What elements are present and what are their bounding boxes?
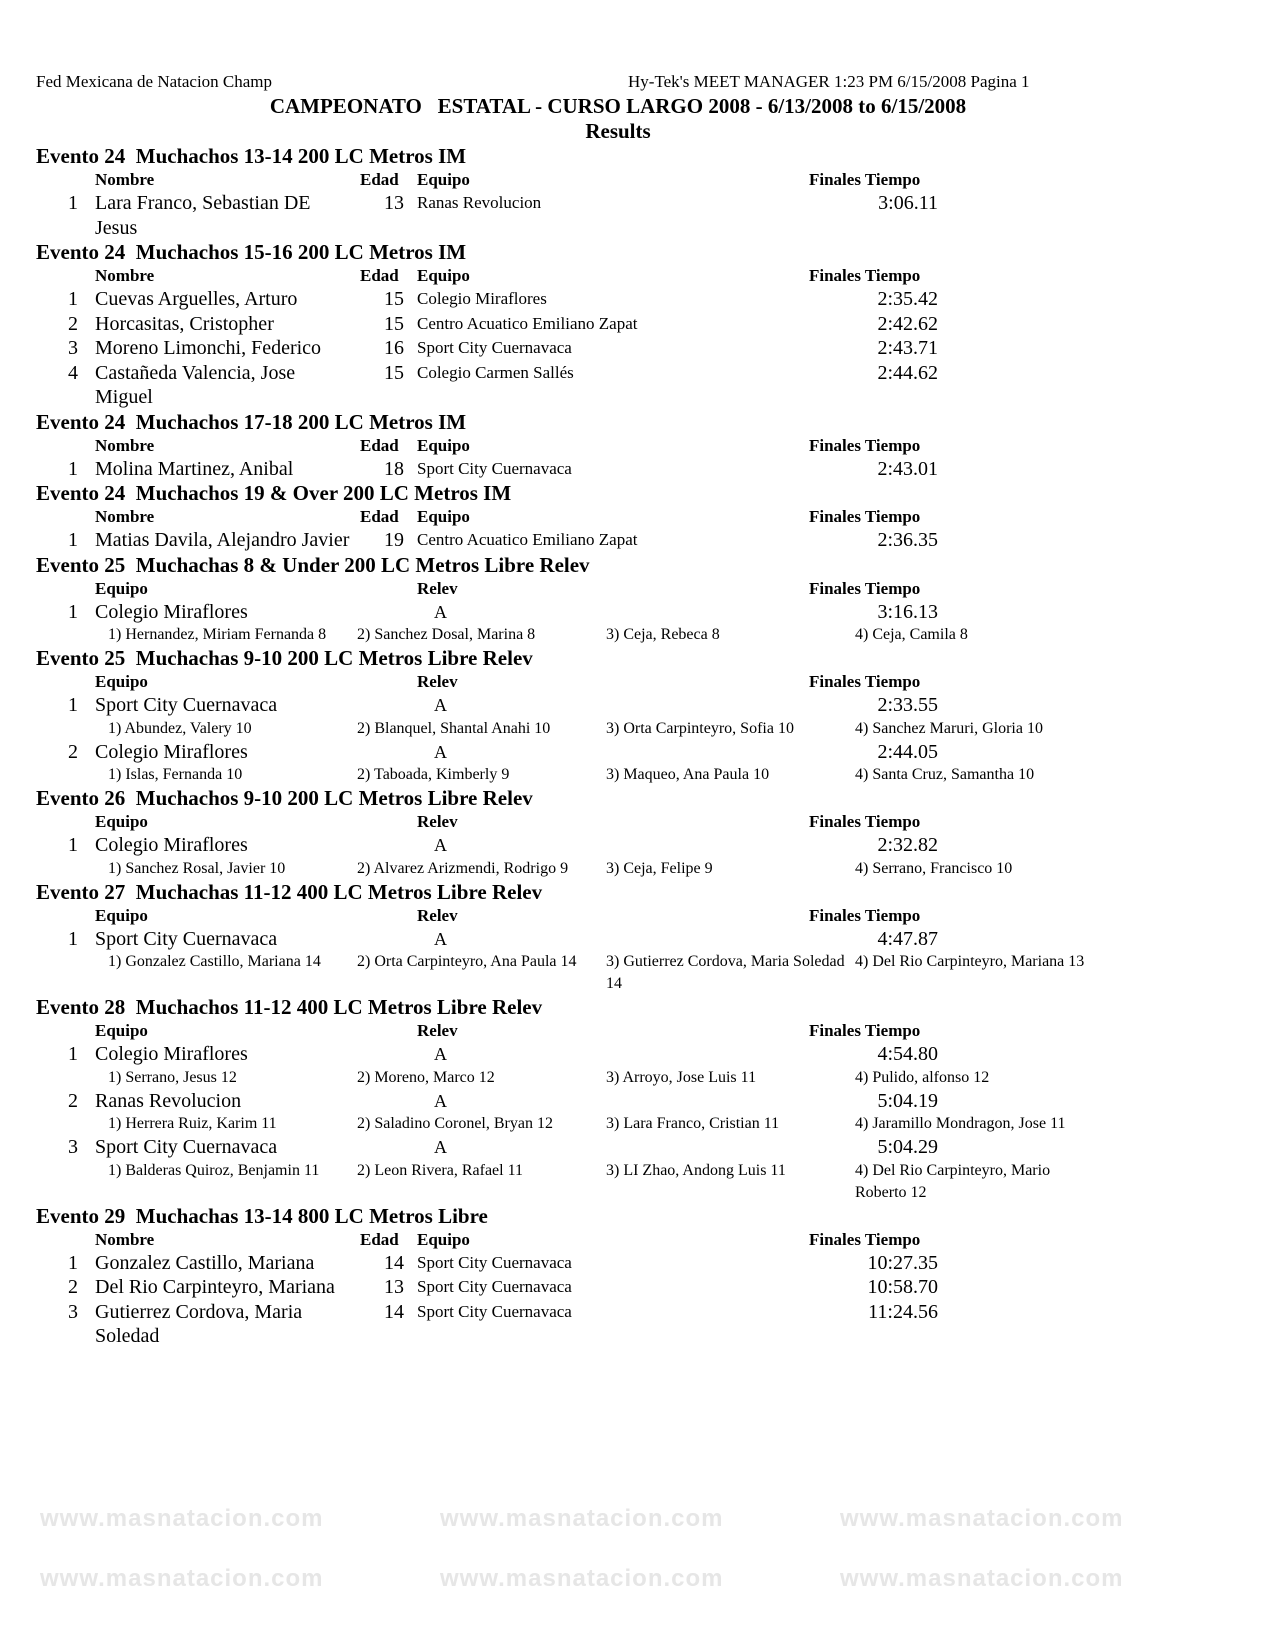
name-header: Nombre	[95, 507, 155, 526]
relay-swimmer: 4) Serrano, Francisco 10	[855, 859, 1013, 877]
watermark: www.masnatacion.com	[40, 1505, 324, 1532]
final-time: 10:58.70	[867, 1276, 938, 1298]
software-timestamp-page: Hy-Tek's MEET MANAGER 1:23 PM 6/15/2008 Pagina 1	[628, 72, 1030, 91]
team-header: Equipo	[95, 905, 148, 925]
watermark: www.masnatacion.com	[440, 1565, 724, 1592]
relay-swimmers	[108, 1067, 1136, 1089]
watermark: www.masnatacion.com	[40, 1565, 324, 1592]
event-block	[36, 646, 1136, 786]
relay-swimmer: 4) Jaramillo Mondragon, Jose 11	[855, 1115, 1066, 1132]
column-headers	[36, 168, 1136, 191]
age: 19	[384, 529, 404, 551]
relay-swimmer: 4) Del Rio Carpinteyro, Mariana 13	[855, 953, 1085, 970]
relay-swimmer: 1) Hernandez, Miriam Fernanda 8	[108, 626, 327, 643]
relay-header: Relev	[417, 578, 458, 598]
relay-swimmers	[108, 624, 1136, 646]
final-time: 3:16.13	[877, 600, 938, 623]
team-name: Colegio Miraflores	[95, 1043, 248, 1065]
event-title: Evento 26 Muchachos 9-10 200 LC Metros Libre Relev	[36, 786, 533, 810]
final-time: 2:42.62	[877, 312, 938, 335]
relay-swimmers	[108, 951, 1136, 995]
rank: 1	[68, 1251, 78, 1274]
relay-swimmer: 2) Orta Carpinteyro, Ana Paula 14	[357, 953, 577, 970]
result-row	[36, 336, 1136, 361]
team: Colegio Carmen Sallés	[417, 362, 574, 382]
watermark: www.masnatacion.com	[440, 1505, 724, 1532]
final-time: 2:44.05	[877, 740, 938, 763]
rank: 4	[68, 361, 78, 384]
age: 18	[384, 457, 404, 480]
rank: 3	[68, 1300, 78, 1323]
relay-swimmer: 1) Balderas Quiroz, Benjamin 11	[108, 1161, 320, 1179]
swimmer-name: Castañeda Valencia, Jose Miguel	[95, 361, 296, 408]
watermark: www.masnatacion.com	[840, 1565, 1124, 1592]
time-header: Finales Tiempo	[809, 170, 921, 189]
result-row	[36, 1042, 1136, 1067]
event-block	[36, 144, 1136, 240]
relay-letter: A	[434, 601, 447, 622]
event-title: Evento 24 Muchachos 15-16 200 LC Metros IM	[36, 240, 467, 264]
relay-swimmer: 1) Abundez, Valery 10	[108, 719, 252, 737]
rank: 1	[68, 192, 78, 214]
event-title: Evento 27 Muchachas 11-12 400 LC Metros Libre Relev	[36, 879, 543, 904]
column-headers	[36, 505, 1136, 528]
age-header: Edad	[360, 1229, 399, 1249]
organization-name: Fed Mexicana de Natacion Champ	[36, 72, 273, 91]
age-header: Edad	[360, 266, 399, 285]
relay-swimmer: 3) LI Zhao, Andong Luis 11	[606, 1161, 786, 1179]
result-row	[36, 693, 1136, 718]
result-row	[36, 600, 1136, 625]
team-name: Sport City Cuernavaca	[95, 694, 278, 716]
team-header: Equipo	[95, 1021, 148, 1040]
rank: 1	[68, 288, 78, 310]
final-time: 4:47.87	[877, 927, 938, 950]
relay-letter: A	[434, 741, 447, 762]
final-time: 2:43.01	[877, 457, 938, 480]
relay-swimmer: 3) Gutierrez Cordova, Maria Soledad 14	[606, 953, 845, 992]
swimmer-name: Gutierrez Cordova, Maria Soledad	[95, 1300, 303, 1347]
relay-swimmer: 2) Moreno, Marco 12	[357, 1068, 495, 1086]
event-title: Evento 24 Muchachos 17-18 200 LC Metros IM	[36, 409, 467, 434]
relay-swimmer: 4) Sanchez Maruri, Gloria 10	[855, 719, 1043, 737]
swimmer-name: Matias Davila, Alejandro Javier	[95, 529, 350, 551]
team-header: Equipo	[95, 812, 148, 831]
relay-swimmer: 1) Islas, Fernanda 10	[108, 766, 243, 783]
team-header: Equipo	[95, 672, 148, 691]
event-block	[36, 240, 1136, 410]
time-header: Finales Tiempo	[809, 1021, 921, 1040]
age: 15	[384, 312, 404, 335]
team: Ranas Revolucion	[417, 193, 542, 212]
final-time: 4:54.80	[877, 1043, 938, 1065]
relay-swimmer: 2) Blanquel, Shantal Anahi 10	[357, 719, 551, 737]
event-title: Evento 28 Muchachos 11-12 400 LC Metros Libre Relev	[36, 995, 543, 1019]
team: Sport City Cuernavaca	[417, 338, 572, 357]
relay-swimmer: 2) Taboada, Kimberly 9	[357, 766, 510, 783]
event-title: Evento 24 Muchachos 13-14 200 LC Metros IM	[36, 144, 467, 168]
relay-swimmer: 3) Lara Franco, Cristian 11	[606, 1115, 780, 1132]
result-row	[36, 457, 1136, 482]
age: 14	[384, 1251, 404, 1274]
event-title: Evento 29 Muchachas 13-14 800 LC Metros Libre	[36, 1203, 488, 1228]
relay-swimmer: 1) Serrano, Jesus 12	[108, 1068, 237, 1086]
team-header: Equipo	[417, 435, 470, 455]
age: 13	[384, 1276, 404, 1298]
rank: 3	[68, 1136, 78, 1158]
age: 15	[384, 288, 404, 310]
name-header: Nombre	[95, 435, 155, 455]
rank: 1	[68, 600, 78, 623]
rank: 2	[68, 312, 78, 335]
time-header: Finales Tiempo	[809, 812, 921, 831]
relay-swimmer: 3) Ceja, Felipe 9	[606, 859, 713, 877]
event-block	[36, 1204, 1136, 1349]
rank: 1	[68, 694, 78, 716]
relay-swimmer: 2) Sanchez Dosal, Marina 8	[357, 626, 536, 643]
column-headers	[36, 1019, 1136, 1042]
event-block	[36, 786, 1136, 880]
time-header: Finales Tiempo	[809, 1229, 921, 1249]
team-header: Equipo	[95, 578, 148, 598]
name-header: Nombre	[95, 170, 155, 189]
team-header: Equipo	[417, 507, 470, 526]
rank: 2	[68, 1276, 78, 1298]
team: Sport City Cuernavaca	[417, 1301, 572, 1321]
result-row	[36, 1300, 1136, 1349]
age: 15	[384, 361, 404, 384]
result-row	[36, 312, 1136, 337]
column-headers	[36, 577, 1136, 600]
swimmer-name: Horcasitas, Cristopher	[95, 312, 274, 335]
meet-title: CAMPEONATO ESTATAL - CURSO LARGO 2008 - 6/13/2008 to 6/15/2008	[269, 94, 967, 118]
name-header: Nombre	[95, 266, 155, 285]
relay-swimmer: 4) Pulido, alfonso 12	[855, 1068, 990, 1086]
swimmer-name: Lara Franco, Sebastian DE Jesus	[95, 192, 311, 239]
final-time: 2:43.71	[877, 337, 938, 359]
swimmer-name: Moreno Limonchi, Federico	[95, 337, 322, 359]
final-time: 2:32.82	[877, 834, 938, 856]
column-headers	[36, 810, 1136, 833]
relay-letter: A	[434, 695, 447, 715]
swimmer-name: Gonzalez Castillo, Mariana	[95, 1251, 315, 1274]
final-time: 2:36.35	[877, 529, 938, 551]
relay-header: Relev	[417, 905, 458, 925]
team-name: Colegio Miraflores	[95, 600, 248, 623]
age: 16	[384, 337, 404, 359]
relay-header: Relev	[417, 672, 458, 691]
team: Centro Acuatico Emiliano Zapat	[417, 313, 638, 333]
relay-swimmer: 1) Sanchez Rosal, Javier 10	[108, 859, 286, 877]
swimmer-name: Cuevas Arguelles, Arturo	[95, 288, 298, 310]
age-header: Edad	[360, 170, 399, 189]
team-name: Sport City Cuernavaca	[95, 927, 278, 950]
final-time: 5:04.19	[877, 1089, 938, 1112]
time-header: Finales Tiempo	[809, 266, 921, 285]
relay-swimmer: 2) Leon Rivera, Rafael 11	[357, 1161, 524, 1179]
team: Sport City Cuernavaca	[417, 1252, 572, 1272]
swimmer-name: Molina Martinez, Anibal	[95, 457, 294, 480]
event-block	[36, 880, 1136, 996]
team: Colegio Miraflores	[417, 289, 547, 308]
team: Sport City Cuernavaca	[417, 458, 572, 478]
name-header: Nombre	[95, 1229, 155, 1249]
age: 13	[384, 192, 404, 214]
final-time: 3:06.11	[878, 192, 938, 214]
rank: 1	[68, 834, 78, 856]
final-time: 11:24.56	[868, 1300, 938, 1323]
result-row	[36, 528, 1136, 553]
relay-swimmer: 4) Santa Cruz, Samantha 10	[855, 766, 1035, 783]
event-block	[36, 995, 1136, 1204]
relay-swimmers	[108, 1160, 1136, 1204]
age-header: Edad	[360, 435, 399, 455]
relay-swimmer: 3) Maqueo, Ana Paula 10	[606, 766, 770, 783]
column-headers	[36, 670, 1136, 693]
column-headers	[36, 264, 1136, 287]
event-block	[36, 410, 1136, 482]
team: Sport City Cuernavaca	[417, 1277, 572, 1296]
result-row	[36, 287, 1136, 312]
event-title: Evento 24 Muchachos 19 & Over 200 LC Metros IM	[36, 481, 512, 505]
final-time: 2:44.62	[877, 361, 938, 384]
time-header: Finales Tiempo	[809, 672, 921, 691]
event-block	[36, 553, 1136, 647]
relay-swimmers	[108, 718, 1136, 740]
column-headers	[36, 434, 1136, 457]
relay-swimmer: 3) Orta Carpinteyro, Sofia 10	[606, 719, 794, 737]
time-header: Finales Tiempo	[809, 507, 921, 526]
results-list	[36, 144, 1136, 1349]
time-header: Finales Tiempo	[809, 435, 921, 455]
swimmer-name: Del Rio Carpinteyro, Mariana	[95, 1276, 335, 1298]
rank: 2	[68, 1089, 78, 1112]
watermark: www.masnatacion.com	[840, 1505, 1124, 1532]
relay-swimmer: 4) Del Rio Carpinteyro, Mario Roberto 12	[855, 1161, 1051, 1201]
result-row	[36, 927, 1136, 952]
rank: 3	[68, 337, 78, 359]
final-time: 2:33.55	[877, 694, 938, 716]
column-headers	[36, 1228, 1136, 1251]
team: Centro Acuatico Emiliano Zapat	[417, 530, 638, 549]
final-time: 5:04.29	[877, 1136, 938, 1158]
rank: 1	[68, 457, 78, 480]
rank: 1	[68, 927, 78, 950]
final-time: 2:35.42	[877, 288, 938, 310]
time-header: Finales Tiempo	[809, 578, 921, 598]
result-row	[36, 833, 1136, 858]
time-header: Finales Tiempo	[809, 905, 921, 925]
relay-header: Relev	[417, 812, 458, 831]
relay-swimmers	[108, 858, 1136, 880]
relay-swimmer: 2) Alvarez Arizmendi, Rodrigo 9	[357, 859, 569, 877]
event-title: Evento 25 Muchachas 8 & Under 200 LC Metros Libre Relev	[36, 552, 590, 577]
team-name: Ranas Revolucion	[95, 1089, 242, 1112]
relay-letter: A	[434, 835, 447, 855]
team-name: Colegio Miraflores	[95, 740, 248, 763]
result-row	[36, 1135, 1136, 1160]
column-headers	[36, 904, 1136, 927]
relay-header: Relev	[417, 1021, 458, 1040]
result-row	[36, 1275, 1136, 1300]
rank: 1	[68, 1043, 78, 1065]
team-header: Equipo	[417, 266, 470, 285]
team-header: Equipo	[417, 170, 470, 189]
relay-letter: A	[434, 1137, 447, 1157]
team-name: Sport City Cuernavaca	[95, 1136, 278, 1158]
relay-letter: A	[434, 928, 447, 949]
relay-swimmer: 3) Ceja, Rebeca 8	[606, 626, 720, 643]
relay-swimmer: 3) Arroyo, Jose Luis 11	[606, 1068, 757, 1086]
relay-swimmer: 1) Herrera Ruiz, Karim 11	[108, 1115, 277, 1132]
results-heading: Results	[585, 119, 651, 143]
relay-swimmers	[108, 764, 1136, 786]
event-block	[36, 481, 1136, 553]
event-title: Evento 25 Muchachas 9-10 200 LC Metros Libre Relev	[36, 646, 533, 670]
relay-swimmer: 4) Ceja, Camila 8	[855, 626, 968, 643]
result-row	[36, 1089, 1136, 1114]
relay-swimmer: 2) Saladino Coronel, Bryan 12	[357, 1115, 553, 1132]
age-header: Edad	[360, 507, 399, 526]
relay-swimmers	[108, 1113, 1136, 1135]
team-name: Colegio Miraflores	[95, 834, 248, 856]
rank: 2	[68, 740, 78, 763]
result-row	[36, 361, 1136, 410]
team-header: Equipo	[417, 1229, 470, 1249]
rank: 1	[68, 529, 78, 551]
result-row	[36, 191, 1136, 240]
result-row	[36, 740, 1136, 765]
relay-letter: A	[434, 1090, 447, 1111]
relay-letter: A	[434, 1044, 447, 1064]
relay-swimmer: 1) Gonzalez Castillo, Mariana 14	[108, 953, 321, 970]
age: 14	[384, 1300, 404, 1323]
result-row	[36, 1251, 1136, 1276]
final-time: 10:27.35	[867, 1251, 938, 1274]
